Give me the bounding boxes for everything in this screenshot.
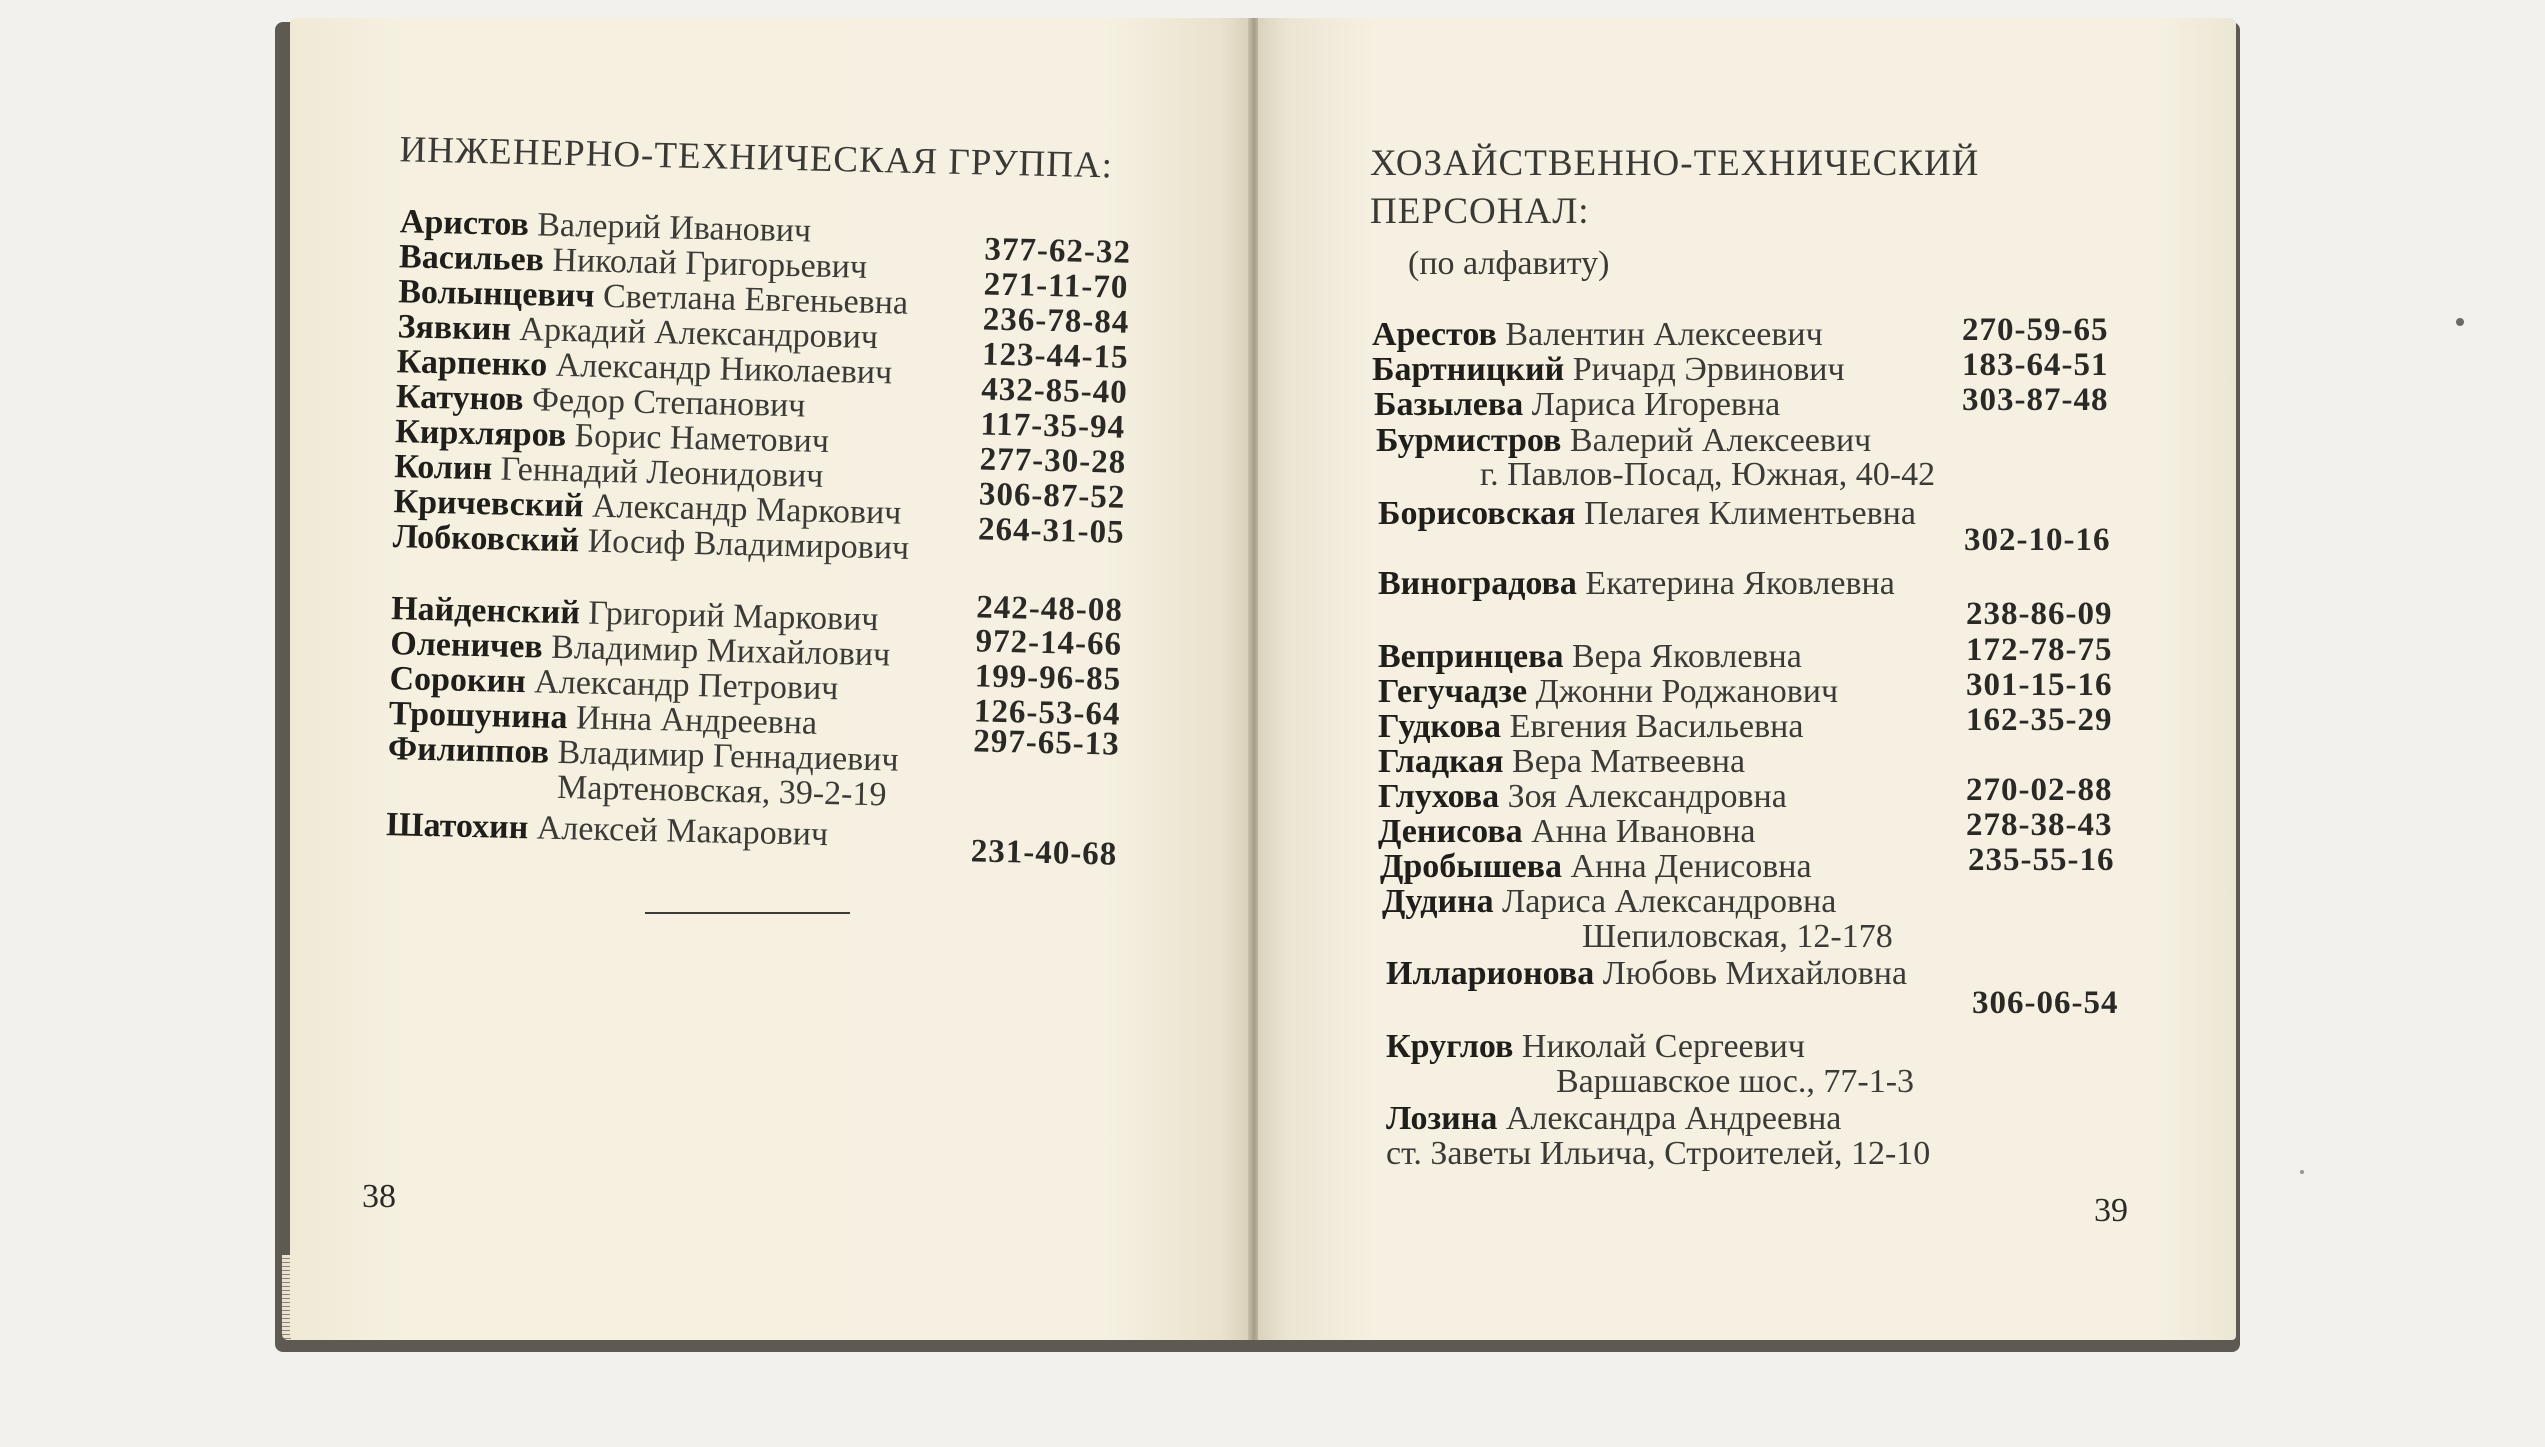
entry-given-name: Джонни Роджанович: [1535, 673, 1839, 710]
entry-given-name: Геннадий Леонидович: [500, 450, 824, 495]
entry-surname: Бурмистров: [1376, 422, 1562, 459]
entry-surname: Глухова: [1378, 778, 1500, 815]
entry-given-name: Инна Андреевна: [575, 699, 818, 742]
entry-phone: 306-87-52: [978, 476, 1126, 516]
entry-given-name: Иосиф Владимирович: [587, 522, 910, 567]
paper-speck: [2456, 318, 2464, 326]
entry-surname: Лозина: [1386, 1100, 1498, 1137]
entry-given-name: Валерий Иванович: [536, 206, 812, 250]
right-page-heading-line1: ХОЗАЙСТВЕННО-ТЕХНИЧЕСКИЙ: [1370, 143, 1980, 184]
entry-surname: Виноградова: [1378, 565, 1577, 602]
entry: [1378, 780, 1787, 814]
entry-surname: Филиппов: [387, 730, 550, 771]
entry: [1378, 567, 1895, 601]
entry-given-name: Любовь Михайловна: [1602, 955, 1908, 992]
entry-surname: Кирхляров: [394, 413, 567, 455]
entry: [1382, 885, 1836, 919]
entry-surname: Найденский: [390, 590, 581, 632]
entry-surname: Волынцевич: [397, 273, 595, 315]
page-number-right: 39: [2094, 1192, 2128, 1229]
entry-phone: 183-64-51: [1962, 347, 2109, 383]
entry-given-name: Александр Петрович: [533, 663, 839, 708]
entry-surname: Бартницкий: [1372, 351, 1565, 388]
entry-given-name: Лариса Игоревна: [1531, 386, 1781, 423]
entry-given-name: Ричард Эрвинович: [1572, 351, 1845, 388]
entry-address: ст. Заветы Ильича, Строителей, 12-10: [1386, 1135, 1931, 1172]
entry-given-name: Федор Степанович: [531, 381, 806, 425]
entry: [1386, 957, 1907, 991]
entry-given-name: Валерий Алексеевич: [1569, 422, 1872, 459]
entry-given-name: Вера Матвеевна: [1512, 743, 1746, 780]
entry-phone: 270-02-88: [1966, 772, 2113, 808]
entry-surname: Шатохин: [385, 806, 529, 847]
entry-surname: Круглов: [1386, 1028, 1514, 1065]
entry-surname: Илларионова: [1386, 955, 1595, 992]
entry-address: Шепиловская, 12-178: [1582, 918, 1893, 955]
entry: [1378, 640, 1802, 674]
entry-surname: Борисовская: [1378, 495, 1576, 532]
entry: [1380, 850, 1812, 884]
entry-given-name: Григорий Маркович: [587, 594, 879, 639]
entry-phone: 123-44-15: [981, 336, 1129, 376]
entry-phone: 264-31-05: [977, 511, 1125, 551]
entry-surname: Денисова: [1378, 813, 1523, 850]
entry-surname: Гладкая: [1378, 743, 1504, 780]
entry-surname: Гудкова: [1378, 708, 1502, 745]
entry-surname: Зявкин: [397, 308, 512, 348]
entry-phone: 377-62-32: [984, 231, 1132, 271]
entry-phone: 231-40-68: [970, 833, 1118, 873]
paper-speck: [2300, 1170, 2304, 1174]
entry-surname: Сорокин: [389, 660, 527, 701]
entry-phone: 242-48-08: [975, 589, 1124, 629]
entry-surname: Вепринцева: [1378, 638, 1564, 675]
entry-address: г. Павлов-Посад, Южная, 40-42: [1480, 456, 1936, 493]
entry-phone: 172-78-75: [1966, 632, 2113, 668]
entry-given-name: Евгения Васильевна: [1509, 708, 1804, 745]
entry-phone: 162-35-29: [1966, 702, 2113, 738]
entry-phone: 278-38-43: [1966, 807, 2113, 843]
entry-phone: 301-15-16: [1966, 667, 2113, 703]
entry-given-name: Зоя Александровна: [1507, 778, 1787, 815]
entry: [1378, 710, 1803, 744]
entry-given-name: Лариса Александровна: [1502, 883, 1837, 920]
entry: [1386, 1030, 1805, 1064]
entry-phone: 270-59-65: [1962, 312, 2109, 348]
entry-surname: Аристов: [399, 203, 530, 244]
entry-given-name: Александр Маркович: [591, 487, 902, 532]
entry-given-name: Вера Яковлевна: [1572, 638, 1802, 675]
entry-surname: Дробышева: [1380, 848, 1563, 885]
page-number-left: 38: [362, 1178, 396, 1215]
entry-phone: 972-14-66: [975, 623, 1123, 663]
entry-given-name: Анна Ивановна: [1531, 813, 1756, 850]
entry-given-name: Валентин Алексеевич: [1505, 316, 1823, 353]
entry-given-name: Светлана Евгеньевна: [602, 277, 909, 322]
right-page-heading-line2: ПЕРСОНАЛ:: [1370, 191, 1590, 232]
entry-phone: 199-96-85: [974, 658, 1122, 698]
entry-surname: Оленичев: [389, 625, 544, 666]
entry-given-name: Николай Григорьевич: [552, 241, 868, 286]
entry-surname: Васильев: [398, 238, 545, 279]
entry-given-name: Анна Денисовна: [1570, 848, 1812, 885]
entry-given-name: Александра Андреевна: [1505, 1100, 1842, 1137]
entry-phone: 126-53-64: [973, 693, 1121, 733]
entry-phone: 302-10-16: [1964, 522, 2111, 558]
entry: [1374, 388, 1780, 422]
entry-phone: 271-11-70: [983, 266, 1129, 306]
entry-surname: Колин: [393, 448, 493, 488]
left-page-heading: ИНЖЕНЕРНО-ТЕХНИЧЕСКАЯ ГРУППА:: [399, 129, 1114, 187]
entry-surname: Трошунина: [388, 695, 568, 737]
entry: [1372, 353, 1845, 387]
entry-surname: Карпенко: [396, 343, 548, 384]
entry-phone: 238-86-09: [1966, 596, 2113, 632]
entry-given-name: Аркадий Александрович: [519, 310, 879, 357]
entry-surname: Гегучадзе: [1378, 673, 1528, 710]
entry-given-name: Владимир Геннадиевич: [557, 733, 899, 779]
entry: [1378, 497, 1916, 531]
entry-surname: Лобковский: [392, 518, 580, 560]
entry-surname: Катунов: [395, 378, 525, 419]
entry-surname: Дудина: [1382, 883, 1494, 920]
entry: [386, 808, 829, 852]
entry-given-name: Пелагея Климентьевна: [1584, 495, 1916, 532]
entry-phone: 306-06-54: [1972, 985, 2119, 1021]
entry-address: Варшавское шос., 77-1-3: [1556, 1063, 1915, 1100]
entry-phone: 117-35-94: [980, 406, 1126, 446]
entry-surname: Базылева: [1374, 386, 1524, 423]
entry: [1372, 318, 1823, 352]
entry: [1378, 745, 1745, 779]
entry: [1386, 1102, 1841, 1136]
entry: [1376, 424, 1871, 458]
entry: [1378, 815, 1756, 849]
entry-given-name: Александр Николаевич: [555, 346, 893, 392]
entry-phone: 235-55-16: [1968, 842, 2115, 878]
entry-given-name: Алексей Макарович: [536, 809, 829, 854]
entry-given-name: Борис Наметович: [574, 417, 830, 461]
entry-surname: Арестов: [1372, 316, 1497, 353]
entry-given-name: Николай Сергеевич: [1521, 1028, 1805, 1065]
entry-phone: 432-85-40: [980, 371, 1129, 411]
entry-surname: Кричевский: [393, 483, 585, 525]
entry-phone: 303-87-48: [1962, 382, 2109, 418]
entry-address: Мартеновская, 39-2-19: [556, 768, 887, 814]
entry-phone: 277-30-28: [979, 441, 1127, 481]
entry-given-name: Владимир Михайлович: [550, 628, 891, 674]
section-divider: [645, 912, 850, 914]
entry-given-name: Екатерина Яковлевна: [1585, 565, 1895, 602]
entry: [1378, 675, 1838, 709]
entry-phone: 297-65-13: [972, 723, 1121, 763]
right-page-subheading: (по алфавиту): [1408, 245, 1610, 282]
entry-phone: 236-78-84: [982, 301, 1130, 341]
